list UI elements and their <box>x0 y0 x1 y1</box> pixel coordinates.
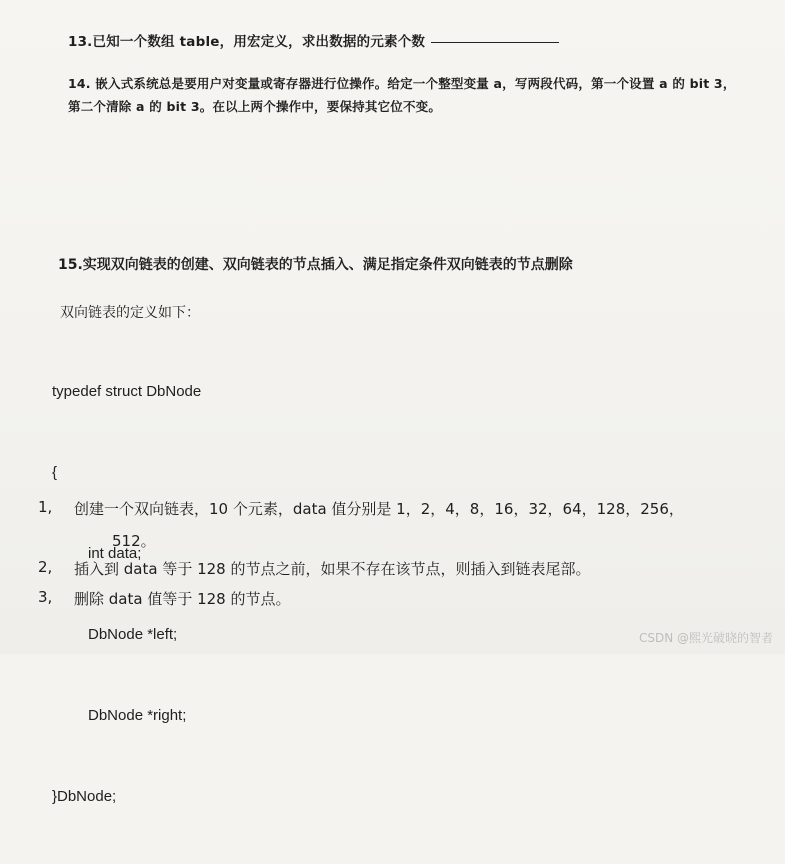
definition-label: 双向链表的定义如下： <box>60 305 200 321</box>
task-number: 1, <box>38 498 53 516</box>
code-line: { <box>52 464 58 481</box>
task-text: 创建一个双向链表，10 个元素，data 值分别是 1，2，4，8，16，32，64，128，256， <box>74 500 684 518</box>
code-line: DbNode *right; <box>88 707 187 724</box>
watermark: CSDN @熙光破晓的智者 <box>638 631 773 645</box>
task-number: 2, <box>38 558 53 576</box>
task-text-continuation: 512。 <box>112 532 156 550</box>
question-15-title: 15.实现双向链表的创建、双向链表的节点插入、满足指定条件双向链表的节点删除 <box>58 257 573 273</box>
task-text: 删除 data 值等于 128 的节点。 <box>74 590 291 608</box>
task-text: 插入到 data 等于 128 的节点之前，如果不存在该节点，则插入到链表尾部。 <box>74 560 591 578</box>
question-14-text: 14. 嵌入式系统总是要用户对变量或寄存器进行位操作。给定一个整型变量 a，写两段代码，第一个设置 a 的 bit 3，第二个清除 a 的 bit 3。在以上两个操作中，要保持其它位不变。 <box>68 76 736 114</box>
code-line: int data; <box>88 545 142 562</box>
code-line: DbNode *left; <box>88 626 178 643</box>
answer-blank-line <box>431 42 559 43</box>
question-13 <box>68 30 559 50</box>
question-13-text: 13.已知一个数组 table，用宏定义，求出数据的元素个数 <box>68 34 426 50</box>
task-number: 3, <box>38 588 53 606</box>
code-line: }DbNode; <box>52 788 117 805</box>
code-line: typedef struct DbNode <box>52 383 202 400</box>
